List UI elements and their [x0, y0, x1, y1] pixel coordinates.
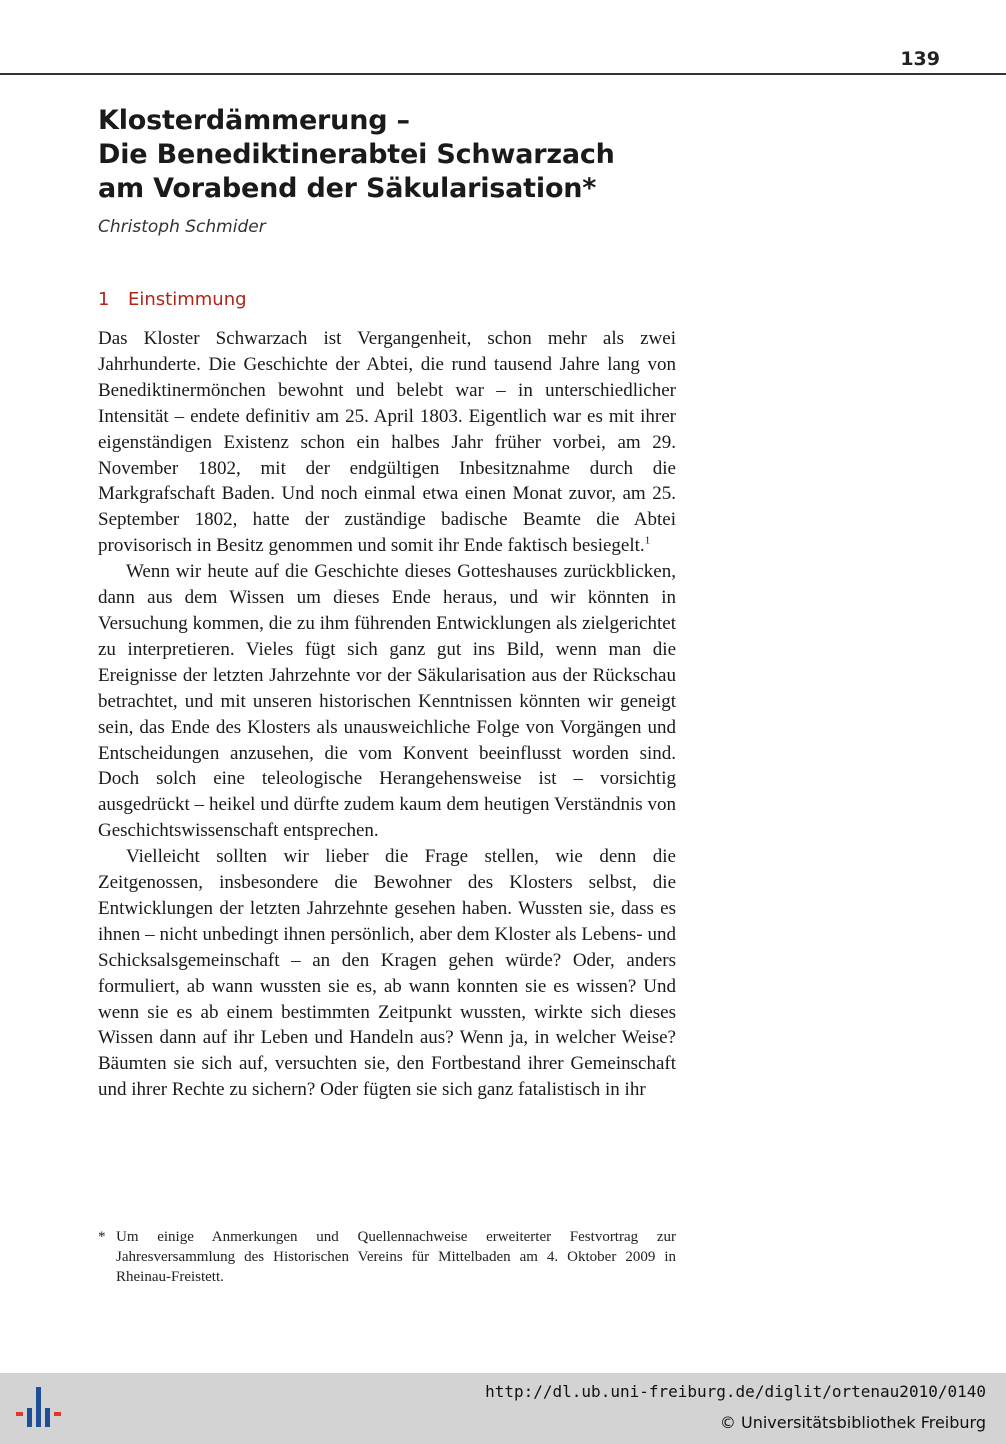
- library-logo-icon: [14, 1383, 64, 1433]
- section-title: Einstimmung: [128, 289, 247, 310]
- footnote-reference[interactable]: 1: [644, 534, 651, 547]
- footer-bar: [0, 1373, 1006, 1444]
- title-line: Klosterdämmerung –: [98, 105, 410, 136]
- title-line: Die Benediktinerabtei Schwarzach: [98, 139, 615, 170]
- title-line: am Vorabend der Säkularisation*: [98, 173, 597, 204]
- paragraph-text: Das Kloster Schwarzach ist Vergangenheit, schon mehr als zwei Jahrhunderte. Die Geschichte der Abtei, die rund tausend Jahre lang von Benediktinermönchen bewohnt und belebt war – in unterschiedlicher Intensität – endete definitiv am 25. April 1803. Eigentlich war es mit ihrer eigenständigen Existenz schon ein halbes Jahr früher vorbei, am 29. November 1802, mit der endgültigen Inbesitznahme durch die Markgrafschaft Baden. Und noch einmal etwa einen Monat zuvor, am 25. September 1802, hatte der zuständige badische Beamte die Abtei provisorisch in Besitz genommen und somit ihr Ende faktisch besiegelt.: [98, 328, 676, 557]
- body-text: [98, 326, 676, 1103]
- author-name: Christoph Schmider: [98, 217, 266, 237]
- paragraph: [98, 326, 676, 559]
- section-heading: [98, 289, 247, 310]
- article-title: [98, 104, 718, 206]
- section-number: 1: [98, 289, 110, 310]
- footnote-marker: *: [98, 1229, 106, 1245]
- footnote: [98, 1227, 676, 1287]
- footnote-text: Um einige Anmerkungen und Quellennachweise erweiterter Festvortrag zur Jahresversammlung des Historischen Vereins für Mittelbaden am 4. Oktober 2009 in Rheinau-Freistett.: [116, 1229, 676, 1285]
- paragraph: Wenn wir heute auf die Geschichte dieses Gotteshauses zurückblicken, dann aus dem Wissen um dieses Ende heraus, und wir könnten in Versuchung kommen, die zu ihm führenden Entwicklungen als zielgerichtet zu interpretieren. Vieles fügt sich ganz gut ins Bild, wenn man die Ereignisse der letzten Jahrzehnte vor der Säkularisation aus der Rückschau betrachtet, und mit unseren historischen Kenntnissen könnten wir geneigt sein, das Ende des Klosters als unausweichliche Folge von Vorgängen und Entscheidungen anzusehen, die vom Konvent beeinflusst worden sind. Doch solch eine teleologische Herangehensweise ist – vorsichtig ausgedrückt – heikel und dürfte zudem kaum dem heutigen Verständnis von Geschichtswissenschaft entsprechen.: [98, 561, 676, 842]
- document-url-link[interactable]: http://dl.ub.uni-freiburg.de/diglit/ortenau2010/0140: [485, 1382, 986, 1401]
- page-number: 139: [900, 48, 940, 70]
- paragraph: Vielleicht sollten wir lieber die Frage stellen, wie denn die Zeitgenossen, insbesondere die Bewohner des Klosters selbst, die Entwicklungen der letzten Jahrzehnte gesehen haben. Wussten sie, dass es ihnen – nicht unbedingt ihnen persönlich, aber dem Kloster als Lebens- und Schicksalsgemeinschaft – an den Kragen gehen würde? Oder, anders formuliert, ab wann wussten sie es, ab wann konnten sie es wissen? Und wenn sie es ab einem bestimmten Zeitpunkt wussten, wirkte sich dieses Wissen dann auf ihr Leben und Handeln aus? Wenn ja, in welcher Weise? Bäumten sie sich auf, versuchten sie, den Fortbestand ihrer Gemeinschaft und ihrer Rechte zu sichern? Oder fügten sie sich ganz fatalistisch in ihr: [98, 846, 676, 1101]
- copyright-notice: © Universitätsbibliothek Freiburg: [719, 1413, 986, 1432]
- header-rule: [0, 73, 1006, 75]
